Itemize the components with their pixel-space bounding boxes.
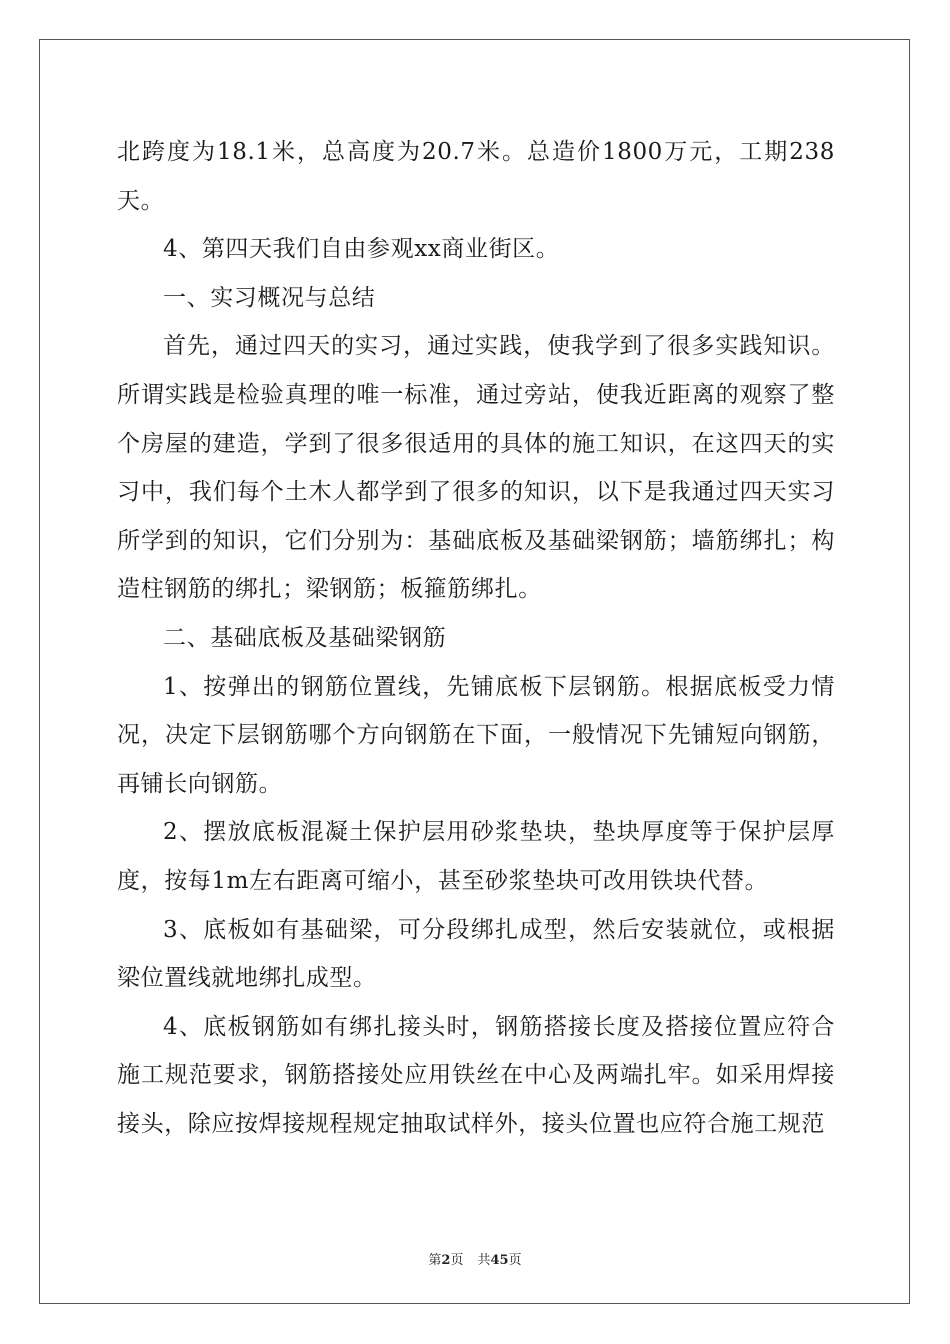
page-number: 2 bbox=[441, 1253, 451, 1268]
section-heading: 一、实习概况与总结 bbox=[163, 284, 376, 311]
paragraph: 2、摆放底板混凝土保护层用砂浆垫块，垫块厚度等于保护层厚度，按每1m左右距离可缩小，甚至砂浆垫块可改用铁块代替。 bbox=[117, 819, 835, 894]
total-unit: 页 bbox=[508, 1253, 522, 1268]
paragraph: 1、按弹出的钢筋位置线，先铺底板下层钢筋。根据底板受力情况，决定下层钢筋哪个方向钢筋在下面，一般情况下先铺短向钢筋，再铺长向钢筋。 bbox=[117, 673, 835, 797]
page-prefix: 第 bbox=[428, 1253, 442, 1268]
page-footer bbox=[0, 1249, 950, 1268]
total-prefix: 共 bbox=[477, 1253, 491, 1268]
paragraph: 4、第四天我们自由参观xx商业街区。 bbox=[163, 236, 560, 263]
page-unit: 页 bbox=[450, 1253, 464, 1268]
paragraph: 3、底板如有基础梁，可分段绑扎成型，然后安装就位，或根据梁位置线就地绑扎成型。 bbox=[117, 916, 835, 992]
paragraph: 北跨度为18.1米，总高度为20.7米。总造价1800万元，工期238天。 bbox=[117, 139, 835, 214]
paragraph: 首先，通过四天的实习，通过实践，使我学到了很多实践知识。所谓实践是检验真理的唯一标准，通过旁站，使我近距离的观察了整个房屋的建造，学到了很多很适用的具体的施工知识，在这四天的实习中，我们每个土木人都学到了很多的知识，以下是我通过四天实习所学到的知识，它们分别为：基础底板及基础梁钢筋；墙筋绑扎；构造柱钢筋的绑扎；梁钢筋；板箍筋绑扎。 bbox=[117, 333, 835, 603]
section-heading: 二、基础底板及基础梁钢筋 bbox=[163, 624, 447, 651]
document-body bbox=[117, 128, 835, 1148]
paragraph: 4、底板钢筋如有绑扎接头时，钢筋搭接长度及搭接位置应符合施工规范要求，钢筋搭接处应用铁丝在中心及两端扎牢。如采用焊接接头，除应按焊接规程规定抽取试样外，接头位置也应符合施工规范 bbox=[117, 1013, 835, 1137]
total-pages: 45 bbox=[490, 1253, 509, 1268]
